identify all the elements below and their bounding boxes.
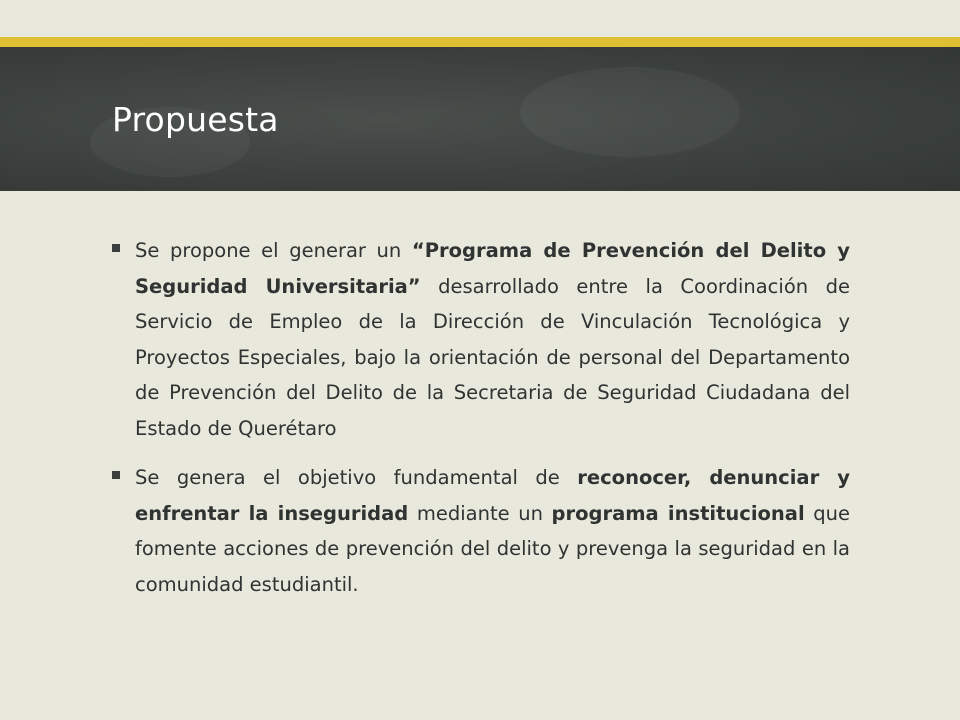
bullet-bold-text: “Programa de Prevención del Delito y Seguridad Universitaria” [135, 239, 851, 298]
bullet-text: Se genera el objetivo fundamental de [135, 466, 578, 489]
square-bullet-icon [112, 471, 120, 479]
square-bullet-icon [112, 244, 120, 252]
bullet-bold-text: programa institucional [551, 501, 805, 525]
bullet-text: Se propone el generar un [135, 239, 412, 262]
bullet-bold-text: reconocer, denunciar y enfrentar la inseguridad [135, 466, 850, 525]
bullet-text: que fomente acciones de prevención del delito y prevenga la seguridad en la comunidad estudiantil. [135, 501, 850, 596]
bullet-list [112, 233, 850, 616]
bullet-item-objective [112, 460, 850, 602]
accent-bar [0, 37, 960, 47]
chalk-smudge [520, 67, 740, 157]
bullet-item-program [112, 233, 850, 446]
top-margin [0, 0, 960, 37]
slide-title: Propuesta [112, 100, 279, 139]
bullet-text: mediante un [408, 501, 552, 525]
bullet-text: desarrollado entre la Coordinación de Servicio de Empleo de la Dirección de Vinculación Tecnológica y Proyectos Especiales, bajo la orientación de personal del Departamento de Prevención del Delito de la Secretaria de Seguridad Ciudadana del Estado de Querétaro [135, 274, 850, 440]
